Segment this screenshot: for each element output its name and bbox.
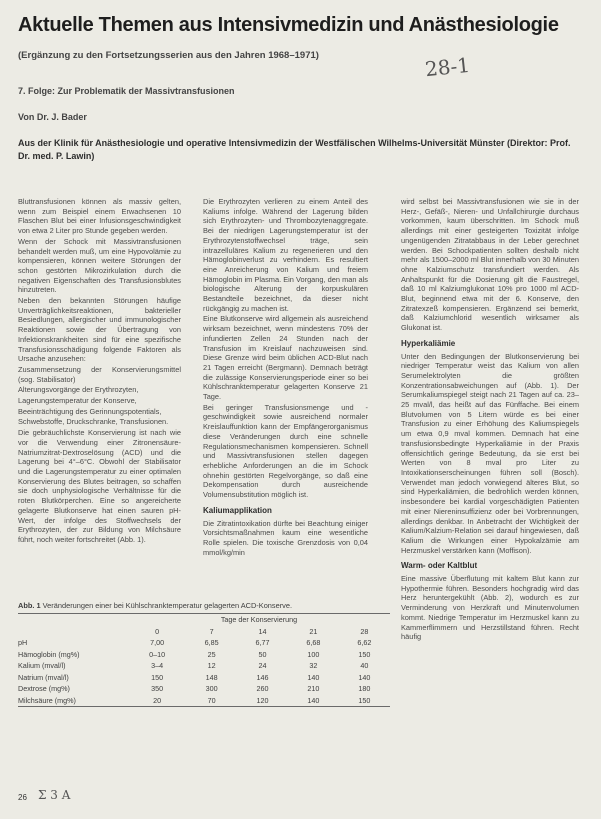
list-item: Lagerungstemperatur der Konserve,: [18, 396, 137, 406]
paragraph: wird selbst bei Massivtransfusionen wie sie in der Herz-, Gefäß-, Nieren- und Unfallchirurgie durchaus vorkommen, kaum überschritten. Im Schock muß allerdings mit einer gesteigerten Toxizität infolge ungenügenden Zitratabbaus in der Leber gerechnet werden. Bei Schockpatienten sollten deshalb nicht mehr als 1500–2000 ml Blut innerhalb von 30 Minuten ohne Kalziumschutz transfundiert werden. Als Anhaltspunkt für die Dosierung gilt die Faustregel, daß 10 ml Kalziumglukonat 10% pro 1000 ml ACD-Blut, beginnend etwa mit der 6. Konserve, den Zitratexzeß kompensieren. Ergänzend sei bemerkt, daß Kalziumchlorid wesentlich wirksamer als Glukonat ist.: [401, 197, 579, 333]
table-cell: 6,68: [306, 638, 321, 648]
table-cell: 40: [360, 661, 369, 671]
table-cell: 140: [307, 672, 320, 682]
table-cell: 180: [358, 684, 371, 694]
table-cell: 50: [258, 649, 267, 659]
table-cell: 150: [151, 672, 164, 682]
caption-label: Abb. 1: [18, 601, 41, 610]
table-rule: [18, 706, 390, 707]
day-header: 0: [155, 626, 160, 636]
list-item: Beeinträchtigung des Gerinnungspotentials,: [18, 406, 162, 416]
table-cell: 0–10: [149, 649, 166, 659]
table-cell: 150: [358, 649, 371, 659]
table-cell: 32: [309, 661, 318, 671]
day-header: 7: [209, 626, 214, 636]
handwritten-note: 28-1: [423, 52, 472, 82]
row-label: Hämoglobin (mg%): [18, 649, 80, 659]
row-label: Dextrose (mg%): [18, 684, 70, 694]
table-cell: 20: [153, 695, 162, 705]
day-header: 14: [258, 626, 267, 636]
row-label: Milchsäure (mg%): [18, 695, 76, 705]
table-cell: 150: [358, 695, 371, 705]
table-row: [18, 649, 390, 661]
page-number: 26: [18, 793, 27, 802]
affiliation: Aus der Klinik für Anästhesiologie und operative Intensivmedizin der Westfälischen Wilhelms-Universität Münster (Direktor: Prof. Dr. med. P. Lawin): [18, 138, 571, 161]
table-cell: 140: [358, 672, 371, 682]
group-header: Tage der Konservierung: [220, 615, 298, 625]
table-cell: 120: [256, 695, 269, 705]
series-subtitle: (Ergänzung zu den Fortsetzungsserien aus den Jahren 1968–1971): [18, 50, 319, 61]
part-heading: 7. Folge: Zur Problematik der Massivtransfusionen: [18, 86, 235, 96]
table-row: [18, 660, 390, 672]
paragraph: Wenn der Schock mit Massivtransfusionen behandelt werden muß, um eine Hypovolämie zu kompensieren, können weitere Störungen der schon gestörten Mikrozirkulation durch die negativen Eigenschaften des Transfusionsblutes hinzutreten.: [18, 236, 181, 295]
section-heading: Kaliumapplikation: [203, 505, 272, 515]
paragraph: Bluttransfusionen können als massiv gelten, wenn zum Beispiel einem Erwachsenen 10 Flaschen Blut bei einer Infusionsgeschwindigkeit von etwa 2 Liter pro Stunde gegeben werden.: [18, 197, 181, 236]
table-row: [18, 695, 390, 707]
table-cell: 148: [205, 672, 218, 682]
author-line: Von Dr. J. Bader: [18, 112, 87, 122]
paragraph: Bei geringer Transfusionsmenge und -geschwindigkeit sowie ausreichend normaler Kreislauffunktion kann der Empfängerorganismus diese Veränderungen durch eine schnelle Regulationsmechanismen kompensieren. Schnell und Massivtransfusionen stellen dagegen erhebliche Anforderungen an die im Schock ohnehin gestörten Regelvorgänge, so daß eine Dekompensation durch ausreichende Volumensubstitution möglich ist.: [203, 402, 368, 500]
handwritten-page-mark: Σ 3 A: [38, 788, 71, 802]
table-cell: 3–4: [151, 661, 164, 671]
table-cell: 260: [256, 684, 269, 694]
text-column-2: [203, 197, 368, 582]
row-label: pH: [18, 638, 28, 648]
list-item: Zusammensetzung der Konservierungsmittel (sog. Stabilisator): [18, 364, 181, 384]
paragraph: Die Zitratintoxikation dürfte bei Beachtung einiger Vorsichtsmaßnahmen kaum eine wesentliche Rolle spielen. Die toxische Grenzdosis von 0,04 mmol/kg/min: [203, 518, 368, 557]
table-cell: 6,62: [357, 638, 372, 648]
row-label: Natrium (mval/l): [18, 672, 69, 682]
section-heading: Warm- oder Kaltblut: [401, 561, 478, 571]
paragraph: Eine Blutkonserve wird allgemein als ausreichend wirksam bezeichnet, wenn mindestens 70% der infundierten Zellen 24 Stunden nach der Transfusion im Kreislauf nachzuweisen sind. Diese Grenze wird beim üblichen ACD-Blut nach 21 Tagen erreicht (Bergmann). Demnach beträgt die zulässige Konservierungsperiode einer so bei Kühlschranktemperatur gelagerten Konserve 21 Tage.: [203, 314, 368, 402]
table-cell: 210: [307, 684, 320, 694]
day-header: 21: [309, 626, 318, 636]
table-cell: 25: [207, 649, 216, 659]
paragraph: Eine massive Überflutung mit kaltem Blut kann zur Hypothermie führen. Besonders hochgradig wird das Herz heruntergekühlt (Abb. 2), wodurch es zur Verminderung von Herzkraft und Minutenvolumen kommt. Niedrige Temperatur im Herzmuskel kann zu Kammerflimmern und Herzstillstand führen. Recht häufig: [401, 574, 579, 642]
paragraph: Neben den bekannten Störungen häufige Unverträglichkeitsreaktionen, bakterieller Besiedlungen, allergischer und immunologischer Reaktionen sowie der Übertragung von Infektionskrankheiten sind für eine spezifische Transfusionsschädigung folgende Faktoren als Ursache anzusehen:: [18, 296, 181, 364]
paragraph: Die gebräuchlichste Konservierung ist nach wie vor die Verwendung einer Zitronensäure-Natriumzitrat-Dextroselösung (ACD) und die Lagerung bei 4°–6°C. Obwohl der Stabilisator und die Lagerungstemperatur zu einer optimalen Konservierung des Blutes beitragen, so schaffen sie doch unphysiologische Verhältnisse für die roten Blutkörperchen. Eine so angereicherte gelagerte Blutkonserve hat einen sauren pH-Wert, der infolge des Stoffwechsels der Erythrozyten, der zur Bildung von Milchsäure führt, noch weiter fortschreitet (Abb. 1).: [18, 428, 181, 544]
table-cell: 100: [307, 649, 320, 659]
article-title: Aktuelle Themen aus Intensivmedizin und Anästhesiologie: [18, 14, 559, 36]
table-cell: 70: [207, 695, 216, 705]
table-cell: 140: [307, 695, 320, 705]
list-item: Alterungsvorgänge der Erythrozyten,: [18, 385, 139, 395]
table-cell: 12: [207, 661, 216, 671]
figure-table: [18, 601, 390, 707]
section-heading: Hyperkaliämie: [401, 338, 456, 348]
table-cell: 300: [205, 684, 218, 694]
table-row: [18, 683, 390, 695]
table-cell: 7,00: [150, 638, 165, 648]
table-caption: [18, 601, 390, 610]
text-column-3: [401, 197, 579, 809]
table-group-header-row: [18, 614, 390, 626]
caption-text: Veränderungen einer bei Kühlschranktemperatur gelagerten ACD-Konserve.: [42, 601, 293, 610]
table-cell: 24: [258, 661, 267, 671]
row-label: Kalium (mval/l): [18, 661, 66, 671]
list-item: Schwebstoffe, Druckschranke, Transfusionen.: [18, 417, 169, 427]
table-cell: 350: [151, 684, 164, 694]
day-header: 28: [360, 626, 369, 636]
data-table: [18, 614, 390, 706]
table-cell: 6,77: [255, 638, 270, 648]
table-row: [18, 637, 390, 649]
text-column-1: [18, 197, 181, 582]
paragraph: Unter den Bedingungen der Blutkonservierung bei niedriger Temperatur weist das Kalium von allen Serumelektrolyten die größten Konzentrationsabweichungen auf (Abb. 1). Der Serumkaliumspiegel steigt nach 21 Tagen auf ca. 23–25 mval/l, das heißt auf das Fünffache. Bei einem Blutvolumen von 5 Litern würde es bei einer Transfusion zu einer Erhöhung des Kaliumspiegels um etwa 0,9 mval kommen. Demnach hat eine transfusionsbedingte Hyperkaliämie in der Praxis offensichtlich geringe Bedeutung, da sie erst bei Werten von 8 mval pro Liter zu Intoxikationserscheinungen führen soll (Bosch). Verwendet man jedoch vorwiegend älteres Blut, so sind Hyperkaliämien, die bedrohlich werden können, insbesondere bei kardial vorgeschädigten Patienten mit einer Niereninsuffizienz oder bei Vorbrennungen, allerdings denkbar. In Anbetracht der Wichtigkeit der Kalium/Kalzium-Relation sei darauf hingewiesen, daß Kalium die Wirkungen einer Hypokalzämie am Herzmuskel verstärken kann (Moffison).: [401, 351, 579, 555]
paragraph: Die Erythrozyten verlieren zu einem Anteil des Kaliums infolge. Während der Lagerung bilden sich Erythrozyten- und Thrombozytenaggregate. Bei der niedrigen Lagerungstemperatur ist der Erythrozytenstoffwechsel träge, sein intrazelluläres Kalium zu regenerieren und den Hämoglobinverlust zu verhindern. Es resultiert eine Anreicherung von Kalium und freiem Hämoglobin im Plasma. Ein Vorgang, den man als biologische Alterung der korpuskulären Bestandteile bezeichnet, da dieser nicht rückgängig zu machen ist.: [203, 197, 368, 313]
table-row: [18, 672, 390, 684]
table-cell: 146: [256, 672, 269, 682]
table-cell: 6,85: [204, 638, 219, 648]
table-header-row: [18, 626, 390, 638]
